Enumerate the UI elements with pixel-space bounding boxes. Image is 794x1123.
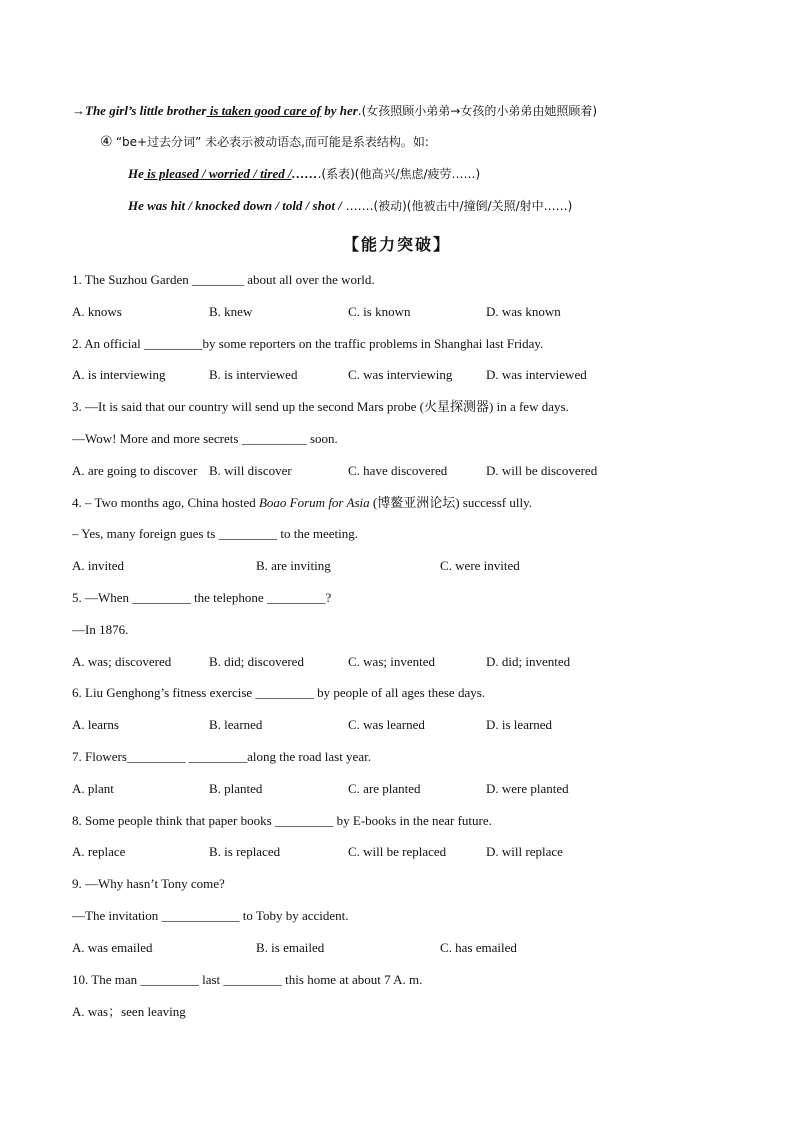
option-b: B. knew: [209, 304, 253, 319]
option-d: D. was known: [486, 304, 561, 319]
question-5-reply: —In 1876.: [72, 622, 129, 637]
question-6-stem: 6. Liu Genghong’s fitness exercise _________ by people of all ages these days.: [72, 685, 486, 700]
example-line-2: [128, 197, 572, 215]
question-3-stem: 3. —It is said that our country will send up the second Mars probe (火星探测器) in a few days.: [72, 399, 569, 414]
option-b: B. did; discovered: [209, 654, 304, 669]
question-1-stem: 1. The Suzhou Garden ________ about all over the world.: [72, 272, 375, 287]
question-10-stem: 10. The man _________ last _________ this home at about 7 A. m.: [72, 972, 423, 987]
question-7-stem: 7. Flowers_________ _________along the road last year.: [72, 749, 371, 764]
example-1-verbs: is pleased / worried / tired /: [143, 166, 292, 181]
example-1-subject: He: [128, 166, 144, 181]
question-8-stem: 8. Some people think that paper books _________ by E-books in the near future.: [72, 813, 492, 828]
option-d: D. will replace: [486, 844, 563, 859]
option-b: B. will discover: [209, 463, 292, 478]
option-d: D. were planted: [486, 781, 569, 796]
note-item-4: [100, 133, 429, 151]
arrow-icon: →: [72, 103, 85, 118]
option-c: C. is known: [348, 304, 411, 319]
note-line-1: [72, 102, 597, 120]
option-a: A. learns: [72, 717, 119, 732]
option-c: C. have discovered: [348, 463, 448, 478]
option-b: B. is replaced: [209, 844, 281, 859]
option-c: C. were invited: [440, 558, 520, 573]
note-item-4-text: “be+过去分词” 未必表示被动语态,而可能是系表结构。如:: [115, 135, 429, 149]
example-2-translation: …….(被动)(他被击中/撞倒/关照/射中……): [341, 199, 573, 213]
question-9-reply: —The invitation ____________ to Toby by accident.: [72, 908, 349, 923]
note-sentence-part3: by her: [320, 103, 358, 118]
option-b: B. is interviewed: [209, 367, 298, 382]
option-a: A. are going to discover: [72, 463, 198, 478]
option-a: A. replace: [72, 844, 126, 859]
example-2-text: He was hit / knocked down / told / shot /: [128, 198, 342, 213]
circled-number-icon: ④: [100, 134, 113, 150]
example-1-translation: .(系表)(他高兴/焦虑/疲劳……): [317, 167, 481, 181]
question-2-stem: 2. An official _________by some reporters on the traffic problems in Shanghai last Friday.: [72, 336, 544, 351]
option-b: B. learned: [209, 717, 263, 732]
option-b: B. is emailed: [256, 940, 325, 955]
option-a: A. was; discovered: [72, 654, 172, 669]
option-d: D. was interviewed: [486, 367, 587, 382]
option-c: C. has emailed: [440, 940, 517, 955]
option-c: C. was interviewing: [348, 367, 453, 382]
option-a: A. plant: [72, 781, 114, 796]
question-4-stem-b: (博鳌亚洲论坛) successf ully.: [369, 495, 532, 510]
option-a: A. was；seen leaving: [72, 1004, 186, 1019]
option-a: A. knows: [72, 304, 122, 319]
option-b: B. are inviting: [256, 558, 331, 573]
example-1-dots: ……: [291, 166, 318, 181]
section-title: 【能力突破】: [342, 235, 451, 254]
example-line-1: [128, 165, 480, 183]
option-a: A. was emailed: [72, 940, 153, 955]
option-d: D. will be discovered: [486, 463, 598, 478]
question-4-forum-name: Boao Forum for Asia: [258, 495, 370, 510]
question-4-reply: – Yes, many foreign gues ts _________ to the meeting.: [72, 526, 358, 541]
option-a: A. invited: [72, 558, 124, 573]
option-a: A. is interviewing: [72, 367, 166, 382]
question-3-reply: —Wow! More and more secrets __________ soon.: [72, 431, 338, 446]
option-c: C. was; invented: [348, 654, 436, 669]
option-c: C. will be replaced: [348, 844, 447, 859]
note-sentence-part1: The girl’s little brother: [85, 103, 207, 118]
question-5-stem: 5. —When _________ the telephone _________?: [72, 590, 332, 605]
option-d: D. did; invented: [486, 654, 571, 669]
option-d: D. is learned: [486, 717, 553, 732]
note-translation: .(女孩照顾小弟弟→女孩的小弟弟由她照顾着): [357, 104, 598, 118]
option-b: B. planted: [209, 781, 263, 796]
option-c: C. are planted: [348, 781, 421, 796]
option-c: C. was learned: [348, 717, 425, 732]
question-9-stem: 9. —Why hasn’t Tony come?: [72, 876, 225, 891]
note-sentence-underlined: is taken good care of: [206, 103, 321, 118]
question-4-stem: [72, 494, 532, 512]
question-4-stem-a: 4. – Two months ago, China hosted: [72, 495, 259, 510]
